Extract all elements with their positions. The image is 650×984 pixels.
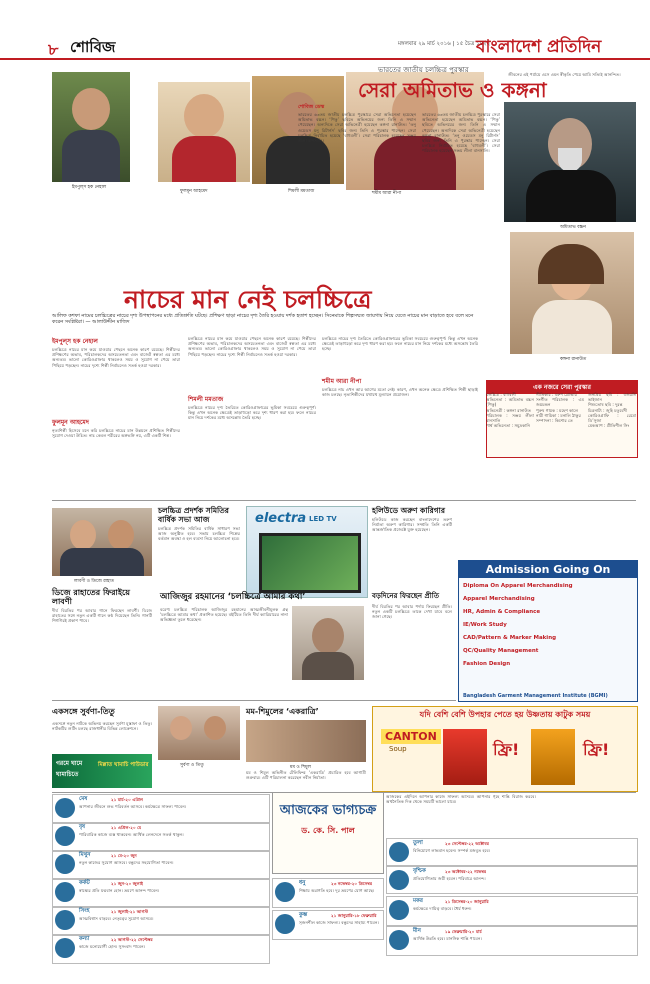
zodiac-cell [52,822,270,852]
photo-kangana [510,232,634,354]
main-col-2 [188,336,316,475]
sub-text-nipa: চলচ্চিত্রে নাচ এখন আর আগের মতো নেই। কারণ, এখন অনেক ক্ষেত্রে প্রশিক্ষিত শিল্পী ছাড়াই কাজ চলছে। নৃত্যশিল্পীদের যথাযথ মূল্যায়ন প্রয়োজন। [322,387,478,398]
amitabh-quote: জীবনের এই পর্যায়ে এসে এমন স্বীকৃতি পেয়ে আমি সত্যিই আনন্দিত। [508,72,621,77]
sub-head-fulmoon: ফুলমূন আহমেদ [52,419,89,426]
zodiac-date: ২৩ সেপ্টেম্বর-২২ অক্টোবর [445,841,489,846]
canton-free-2: ফ্রি! [583,740,610,759]
zodiac-sign-icon [55,854,75,874]
zodiac-name: সিংহ [79,908,90,914]
zodiac-date: ২১ জুন-২০ জুলাই [111,881,144,886]
zodiac-text: আর্থিক উন্নতি হবে। মানসিক শান্তি পাবেন। [413,936,482,941]
sub-head-shimli: শিমলী মমতাজ [188,396,224,403]
zodiac-cell [52,878,270,908]
preeti-text: দীর্ঘ বিরতির পর আবার পর্দায় ফিরছেন প্রীতি। নতুন একটি চলচ্চিত্রে তাকে দেখা যাবে বলে জানা গেছে। [372,604,452,620]
photo-amitabh [504,102,636,222]
photo-nehal [52,72,130,182]
zodiac-text: বিনিয়োগে লাভবান হবেন। সম্পর্ক মজবুত হবে। [413,848,491,853]
zodiac-name: বৃষ [79,824,86,830]
zodiac-name: তুলা [413,840,423,846]
zodiac-name: মকর [413,898,423,904]
sub-head-nipa: শমীম আরা নীপা [322,378,362,385]
main-col-1 [52,336,180,478]
millat-slogan: গরমে ঘামে ঘামাচিতে [56,760,83,778]
award-kicker: ভারতের জাতীয় চলচ্চিত্র পুরস্কার [378,66,469,74]
zodiac-text: পারিবারিক কাজে ব্যস্ত থাকবেন। আর্থিক লেনদেনে সতর্ক থাকুন। [79,832,184,837]
zodiac-cell [386,866,638,894]
azizur-text: বরেণ্য চলচ্চিত্র পরিচালক আজিজুর রহমানের আত্মজীবনীমূলক গ্রন্থ ‘চলচ্চিত্রে আমার কথা’ প্রকাশিত হয়েছে। বইটিতে তিনি দীর্ঘ ক্যারিয়ারের নানা অভিজ্ঞতা তুলে ধরেছেন। [160,607,288,623]
ekongo-text: একসঙ্গে নতুন নাটকে অভিনয় করছেন সুর্বণা মুস্তাফা ও তিতু। নাটকটির শুটিং চলছে রাজধানীর বিভিন্ন লোকেশনে। [52,721,152,732]
masthead-logo: বাংলাদেশ প্রতিদিন [476,37,602,57]
sub-head-nehal: ইমপুল্স হক নেহাল [52,338,98,345]
fest-story [158,506,240,570]
electra-sub: LED TV [309,515,337,523]
zodiac-cell [386,926,638,956]
azizur-headline: আজিজুর রহমানের ‘চলচ্চিত্রে আমার কথা’ [160,592,306,602]
preeti-headline: বড়দিনের ফিরছেন প্রীতি [372,592,439,600]
photo-ekongo [158,706,240,760]
caption-fulmoon: ফুলমূন আহমেদ [180,189,208,194]
divider [52,500,636,501]
zodiac-name: মীন [413,928,421,934]
momo-text: মম ও শিমুল অভিনীত টেলিফিল্ম ‘একরাত্রি’ প্রচারিত হবে আগামী শুক্রবার। এটি পরিচালনা করেছেন নবীন নির্মাতা। [246,770,366,781]
hollywood-story [372,506,452,571]
zodiac-sign-icon [389,930,409,950]
horoscope-author: ড. কে. সি. পাল [301,826,355,835]
zodiac-sign-icon [55,882,75,902]
sub-text-cont2: চলচ্চিত্রে নাচের দৃশ্য তৈরিতে কোরিওগ্রাফারের ভূমিকা সবচেয়ে গুরুত্বপূর্ণ। কিন্তু এখন অনেক ক্ষেত্রেই তাড়াহুড়ো করে দৃশ্য ধারণ করা হয়। ফলে নাচের মান নিয়ে দর্শকের মধ্যে অসন্তোষ তৈরি হচ্ছে। [322,336,478,352]
canton-pack-1 [443,729,487,785]
zodiac-cell [386,896,638,926]
labani-story [52,588,152,678]
zodiac-text: আত্মবিশ্বাস বাড়বে। নেতৃত্বের সুযোগ আসবে। [79,916,154,921]
photo-momo [246,720,366,762]
momo-story [246,706,366,719]
zodiac-date: ২১ ডিসেম্বর-২০ জানুয়ারি [445,899,489,904]
zodiac-text: শিক্ষায় অগ্রগতি হবে। দূর ভ্রমণের যোগ আছে। [299,888,375,893]
horoscope-intro: আজকের এইদিনে আপনার কাজে সাফল্য আসবে। আপনার গৃহে শান্তি বিরাজ করবে। অর্থনৈতিক দিক থেকে সময়টি ভালো যাবে। [386,794,536,805]
zodiac-name: কন্যা [79,936,90,942]
ekongo-headline: একসঙ্গে সুর্বণা-তিতু [52,707,115,716]
award-byline: শোবিজ ডেস্ক [298,104,325,110]
page-number: ৮ [48,40,59,59]
horoscope-title: আজকের ভাগ্যচক্র [279,803,377,818]
zodiac-cell [272,878,384,908]
main-headline: নাচের মান নেই চলচ্চিত্রে [124,285,372,314]
tv-screen [259,533,361,593]
momo-headline: মম-শিমুলের ‘একরাত্রি’ [246,707,319,716]
labani-headline: ডিজে রাহাতের ফিরাইয়ে লাবণী [52,588,130,606]
zodiac-sign-icon [275,882,295,902]
zodiac-date: ২৩ নভেম্বর-২০ ডিসেম্বর [331,881,373,886]
zodiac-text: প্রতিযোগিতায় জয়ী হবেন। পরিবারে আনন্দ। [413,876,486,881]
zodiac-date: ১৯ ফেব্রুয়ারি-২০ মার্চ [445,929,482,934]
hollywood-headline: হলিউডে অরুণ কারিগার [372,506,445,515]
zodiac-date: ২১ মার্চ-২০ এপ্রিল [111,797,143,802]
canton-pack-2 [531,729,575,785]
zodiac-name: ধনু [299,880,306,886]
zodiac-text: স্বাস্থ্যের প্রতি যত্নবান হোন। ভ্রমণে আনন্দ পাবেন। [79,888,160,893]
zodiac-name: কুম্ভ [299,912,308,918]
section-title: শোবিজ [70,38,116,56]
labani-text: দীর্ঘ বিরতির পর আবার গানে ফিরছেন লাবণী। ডিজে রাহাতের সঙ্গে নতুন একটি গানে কণ্ঠ দিয়েছেন তিনি। গানটি শিগগিরই প্রকাশ পাবে। [52,608,152,624]
ekongo-story [52,706,152,761]
caption-nehal: ইমপুল্স হক নেহাল [72,185,107,190]
preeti-story [372,590,452,714]
zodiac-sign-icon [389,842,409,862]
zodiac-sign-icon [55,798,75,818]
zodiac-cell [52,850,270,880]
caption-shimli: শিমলী মমতাজ [288,189,315,194]
canton-free-1: ফ্রি! [493,740,520,759]
zodiac-text: আপনার জীবনে শুভ পরিবর্তন আসবে। কর্মক্ষেত্রে সাফল্য পাবেন। [79,804,187,809]
zodiac-sign-icon [55,910,75,930]
zodiac-cell [52,934,270,964]
zodiac-date: ২১ জানুয়ারি-১৮ ফেব্রুয়ারি [331,913,377,918]
canton-banner: যদি বেশি বেশি উপহার পেতে হয় উষ্ণতায় কাটুক সময় [419,710,591,719]
zodiac-name: মেষ [79,796,88,802]
zodiac-sign-icon [55,938,75,958]
award-story [298,62,636,372]
canton-soup: Soup [389,745,407,753]
zodiac-text: কর্মক্ষেত্রে দায়িত্ব বাড়বে। ধৈর্য ধরুন। [413,906,472,911]
canton-ad[interactable] [372,706,638,792]
zodiac-sign-icon [389,870,409,890]
award-list-col2: গীতিকার : বরুণ গ্রোভার সংগীত পরিচালক : এম জয়চন্দ্রন পুরুষ গায়ক : মহেশ কালে নারী গায়িকা : মনালি ঠাকুর সম্পাদনা : কিশোর তে [536,392,584,424]
electra-logo: electra [255,511,307,526]
electra-ad[interactable] [246,506,368,598]
zodiac-name: বৃশ্চিক [413,868,426,874]
award-body: ভারতের ৬৩তম জাতীয় চলচ্চিত্র পুরস্কারে সেরা অভিনেতা হয়েছেন অমিতাভ বচ্চন। ‘পিকু’ ছবিতে অভিনয়ের জন্য তিনি এ সম্মান পেয়েছেন। অন্যদিকে সেরা অভিনেত্রী হয়েছেন কঙ্গনা রানাউত। ‘তনু ওয়েডস মনু রিটার্নস’ ছবির জন্য তিনি এ পুরস্কার পাচ্ছেন। সেরা চলচ্চিত্র নির্বাচিত হয়েছে ‘বাহুবলী’। সেরা পরিচালক হয়েছেন সঞ্জয় লীলা বানসালি। [298,112,416,144]
horoscope-title-box [272,792,384,874]
award-headline: সেরা অমিতাভ ও কঙ্গনা [358,78,547,102]
bgmi-title: Admission Going On [459,561,637,578]
zodiac-sign-icon [55,826,75,846]
award-body-2: ভারতের ৬৩তম জাতীয় চলচ্চিত্র পুরস্কারে সেরা অভিনেতা হয়েছেন অমিতাভ বচ্চন। ‘পিকু’ ছবিতে অভিনয়ের জন্য তিনি এ সম্মান পেয়েছেন। অন্যদিকে সেরা অভিনেত্রী হয়েছেন কঙ্গনা রানাউত। ‘তনু ওয়েডস মনু রিটার্নস’ ছবির জন্য তিনি এ পুরস্কার পাচ্ছেন। সেরা চলচ্চিত্র নির্বাচিত হয়েছে ‘বাহুবলী’। সেরা পরিচালক হয়েছেন সঞ্জয় লীলা বানসালি। [422,112,500,154]
zodiac-name: মিথুন [79,852,91,858]
divider-2 [52,700,456,701]
caption-nipa: শমীম আরা নীপা [372,191,402,196]
caption-ekongo: সুর্বণা ও তিতু [180,763,204,768]
zodiac-text: কাজে মনোযোগী হোন। সুসংবাদ পাবেন। [79,944,146,949]
millat-brand: মিল্লাত ঘামাচি পাউডার [98,762,149,768]
hollywood-text: হলিউডে কাজ করছেন বাংলাদেশের তরুণ নির্মাতা অরুণ কারিগার। সম্প্রতি তিনি একটি আন্তর্জাতিক প্রজেক্টে যুক্ত হয়েছেন। [372,517,452,533]
caption-momo: মম ও শিমুল [290,765,311,770]
bgmi-footer: Bangladesh Garment Management Institute (BGMI) [463,693,608,699]
caption-labani: লাবণী ও ডিজে রাহাত [74,579,115,584]
sub-text-shimli: চলচ্চিত্রে নাচের দৃশ্য তৈরিতে কোরিওগ্রাফারের ভূমিকা সবচেয়ে গুরুত্বপূর্ণ। কিন্তু এখন অনেক ক্ষেত্রেই তাড়াহুড়ো করে দৃশ্য ধারণ করা হয়। ফলে নাচের মান নিয়ে দর্শকের মধ্যে অসন্তোষ তৈরি হচ্ছে। [188,405,316,421]
zodiac-cell [52,794,270,824]
zodiac-date: ২৩ অক্টোবর-২২ নভেম্বর [445,869,487,874]
photo-fulmoon [158,82,250,182]
award-list-col3: জনপ্রিয় ছবি : বজরঙ্গি ভাইজান শিশুতোষ ছবি : দুরন্ত চিত্রনাট্য : জুহি চতুর্বেদী কোরিওগ্রাফি : রেমো ডি’সুজা মেকআপ : প্রীতিশীল সিং [588,392,636,429]
bgmi-courses: Diploma On Apparel Merchandising Apparel Merchandising HR, Admin & Compliance IE/Work Study CAD/Pattern & Marker Making QC/Quality Management Fashion Design [463,583,573,667]
zodiac-sign-icon [275,914,295,934]
main-lead: আলিফ কশফা নামের চলচ্চিত্রের নাচের দৃশ্য উপস্থাপনের মধ্যে প্রতিশ্রুতি ঘটছে। প্রশিক্ষণ ছাড়া নাচের দৃশ্য তৈরি হওয়ায় দর্শক হতাশ হচ্ছেন। সিনেমাকে শিল্পসম্মত জায়গায় নিয়ে যেতে নাচের মান বাড়াতে হবে বলে মনে করেন সংশ্লিষ্টরা। — আলাউদ্দীন মাজিদ [52,313,474,326]
page-header [0,0,650,60]
zodiac-sign-icon [389,900,409,920]
zodiac-cell [52,906,270,936]
sub-text-cont: চলচ্চিত্রে নাচের মান কমে যাওয়ার পেছনে অনেক কারণ রয়েছে। শিল্পীদের প্রশিক্ষণের অভাব, পরিচালকদের অসচেতনতা এবং বাজেট স্বল্পতা এর মধ্যে অন্যতম। ভালো কোরিওগ্রাফার থাকলেও সময় ও সুযোগ না পেয়ে তারা পিছিয়ে পড়ছেন। নাচের দৃশ্যে শিল্পী নির্বাচনেও সতর্ক হওয়া দরকার। [188,336,316,357]
millat-ad[interactable] [52,754,152,788]
canton-logo: CANTON [381,729,441,744]
sub-text-fulmoon: নৃত্যশিল্পী হিসেবে মনে করি চলচ্চিত্রে নাচের মান উন্নয়নে প্রশিক্ষিত শিল্পীদের সুযোগ দেওয়া উচিত। নাচ কেবল শরীরের অঙ্গভঙ্গি নয়, এটি একটি শিল্প। [52,428,180,439]
photo-labani [52,508,152,576]
zodiac-date: ২২ আগস্ট-২২ সেপ্টেম্বর [111,937,153,942]
zodiac-text: সৃজনশীল কাজে সাফল্য। বন্ধুদের সাহায্য পাবেন। [299,920,379,925]
zodiac-cell [386,838,638,866]
award-list-col1: চলচ্চিত্র : বাহুবলী অভিনেতা : অমিতাভ বচ্চন (পিকু) অভিনেত্রী : কঙ্গনা রানাউত পরিচালক : সঞ্জয় লীলা বানসালি পার্শ্ব অভিনেতা : সমুদ্রকানি [486,392,534,429]
zodiac-date: ২১ মে-২০ জুন [111,853,137,858]
caption-kangana: কঙ্গনা রানাউত [560,357,587,362]
fest-headline: চলচ্চিত্র প্রদর্শক সমিতির বার্ষিক সভা আজ [158,506,229,524]
photo-azizur [292,606,364,680]
zodiac-name: কর্কট [79,880,90,886]
zodiac-date: ২১ জুলাই-২১ আগস্ট [111,909,149,914]
award-list-title: এক নজরে সেরা পুরস্কার [487,381,637,394]
fest-text: চলচ্চিত্র প্রদর্শক সমিতির বার্ষিক সাধারণ সভা আজ অনুষ্ঠিত হবে। সভায় চলচ্চিত্র শিল্পের বর্তমান অবস্থা ও হল ব্যবসা নিয়ে আলোচনা হবে। [158,526,240,542]
bgmi-ad[interactable] [458,560,638,702]
zodiac-text: নতুন কাজের সুযোগ আসবে। বন্ধুদের সহযোগিতা পাবেন। [79,860,174,865]
zodiac-cell [272,910,384,940]
date-line: মঙ্গলবার ২৯ মার্চ ২০১৬ | ১৫ চৈত্র ১৪২২ [398,41,491,47]
sub-text-nehal: চলচ্চিত্রে নাচের মান কমে যাওয়ার পেছনে অনেক কারণ রয়েছে। শিল্পীদের প্রশিক্ষণের অভাব, পরিচালকদের অসচেতনতা এবং বাজেট স্বল্পতা এর মধ্যে অন্যতম। ভালো কোরিওগ্রাফার থাকলেও সময় ও সুযোগ না পেয়ে তারা পিছিয়ে পড়ছেন। নাচের দৃশ্যে শিল্পী নির্বাচনেও সতর্ক হওয়া দরকার। [52,347,180,368]
caption-amitabh: অমিতাভ বচ্চন [560,225,586,230]
zodiac-date: ২১ এপ্রিল-২০ মে [111,825,142,830]
